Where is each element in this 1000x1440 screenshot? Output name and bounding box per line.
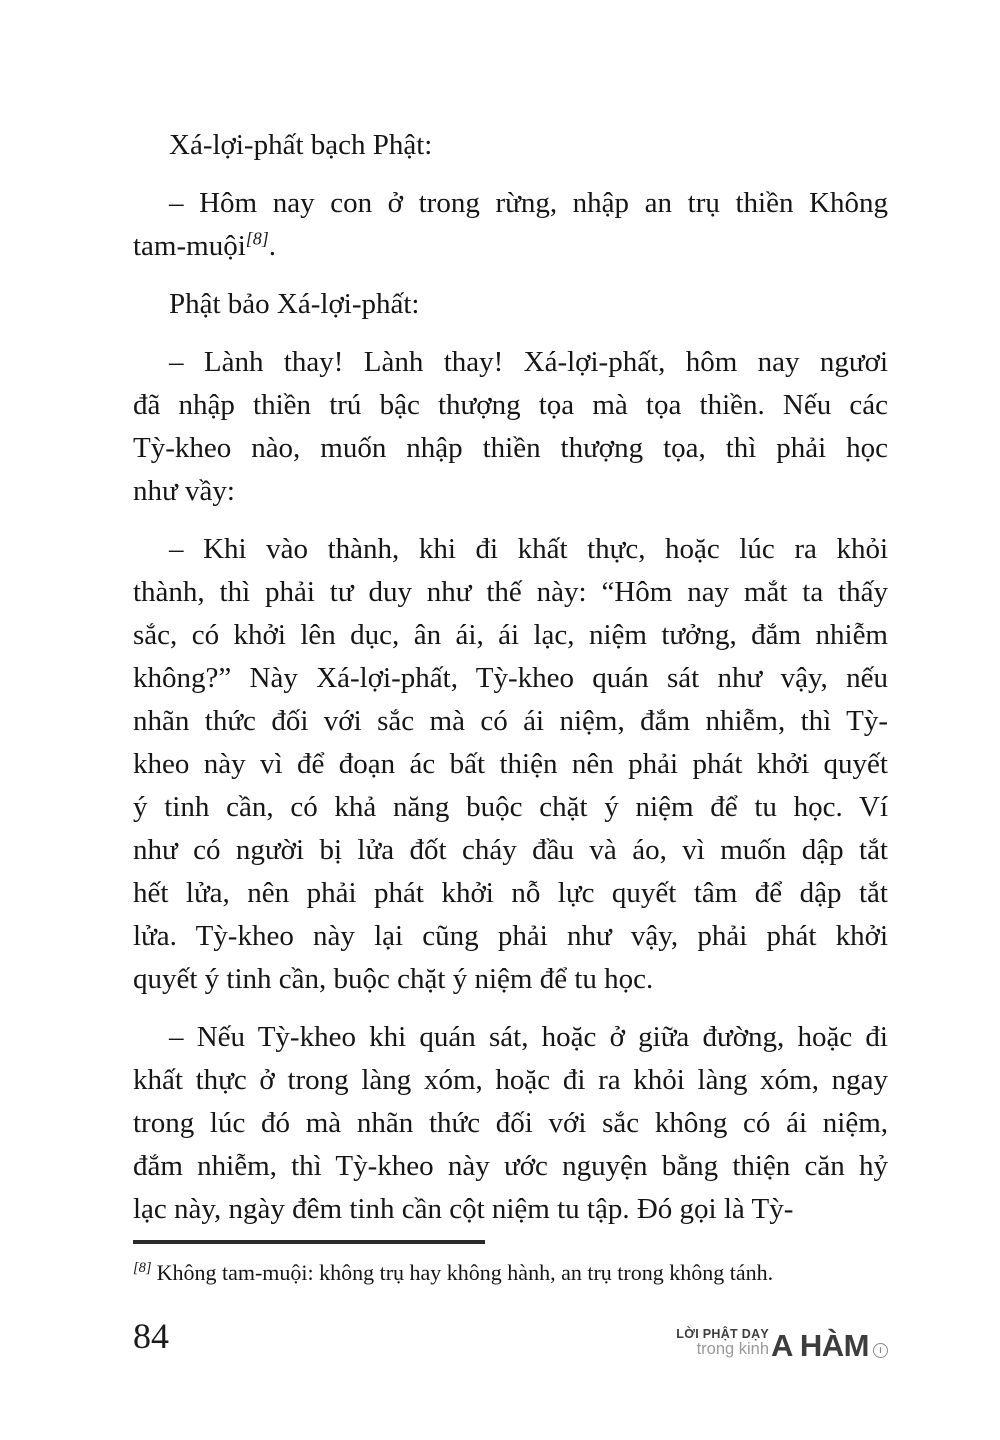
text-line: – Khi vào thành, khi đi khất thực, hoặc lúc ra khỏi bbox=[169, 533, 888, 565]
text-line: đắm nhiễm, thì Tỳ-kheo này ước nguyện bằng thiện căn hỷ bbox=[133, 1150, 888, 1182]
text-line bbox=[133, 225, 888, 268]
paragraph bbox=[133, 283, 888, 326]
text-line: thành, thì phải tư duy như thế này: “Hôm nay mắt ta thấy bbox=[133, 576, 888, 608]
text-line: không?” Này Xá-lợi-phất, Tỳ-kheo quán sát như vậy, nếu bbox=[133, 662, 888, 694]
publisher-logo bbox=[676, 1327, 888, 1363]
footnote-marker: [8] bbox=[133, 1259, 152, 1276]
logo-tagline-bottom: trong kinh bbox=[696, 1340, 770, 1359]
logo-tagline-top: LỜI PHẬT DẠY bbox=[676, 1327, 770, 1341]
text-line: Xá-lợi-phất bạch Phật: bbox=[169, 129, 433, 161]
logo-title: A HÀM bbox=[771, 1327, 869, 1363]
body-text bbox=[133, 124, 888, 1231]
paragraph bbox=[133, 1016, 888, 1231]
text-line: đã nhập thiền trú bậc thượng tọa mà tọa thiền. Nếu các bbox=[133, 389, 888, 421]
text-line: – Nếu Tỳ-kheo khi quán sát, hoặc ở giữa đường, hoặc đi bbox=[169, 1021, 888, 1053]
text-line: hết lửa, nên phải phát khởi nỗ lực quyết tâm để dập tắt bbox=[133, 877, 888, 909]
page-number: 84 bbox=[133, 1316, 169, 1356]
paragraph bbox=[133, 528, 888, 1001]
paragraph bbox=[133, 182, 888, 268]
footnote-text: Không tam-muội: không trụ hay không hành, an trụ trong không tánh. bbox=[156, 1260, 774, 1285]
text-line: lửa. Tỳ-kheo này lại cũng phải như vậy, phải phát khởi bbox=[133, 920, 888, 952]
footnote-reference: [8] bbox=[245, 228, 269, 249]
text-line: Tỳ-kheo nào, muốn nhập thiền thượng tọa, thì phải học bbox=[133, 432, 888, 464]
paragraph bbox=[133, 124, 888, 167]
text-line: trong lúc đó mà nhãn thức đối với sắc không có ái niệm, bbox=[133, 1107, 888, 1139]
footnote-separator bbox=[133, 1240, 485, 1244]
logo-taglines bbox=[676, 1328, 769, 1360]
text-line: ý tinh cần, có khả năng buộc chặt ý niệm để tu học. Ví bbox=[133, 791, 888, 823]
text-segment: . bbox=[268, 230, 276, 262]
text-line: khất thực ở trong làng xóm, hoặc đi ra khỏi làng xóm, ngay bbox=[133, 1064, 888, 1096]
paragraph bbox=[133, 341, 888, 513]
text-line: – Hôm nay con ở trong rừng, nhập an trụ thiền Không bbox=[169, 187, 888, 219]
volume-badge-icon: I bbox=[873, 1343, 888, 1358]
text-line: sắc, có khởi lên dục, ân ái, ái lạc, niệm tưởng, đắm nhiễm bbox=[133, 619, 888, 651]
text-line: quyết ý tinh cần, buộc chặt ý niệm để tu học. bbox=[133, 963, 654, 995]
text-line: – Lành thay! Lành thay! Xá-lợi-phất, hôm nay ngươi bbox=[169, 346, 888, 378]
text-line: kheo này vì để đoạn ác bất thiện nên phải phát khởi quyết bbox=[133, 748, 888, 780]
text-line: như vầy: bbox=[133, 475, 235, 507]
text-line: Phật bảo Xá-lợi-phất: bbox=[169, 288, 420, 320]
text-line: như có người bị lửa đốt cháy đầu và áo, vì muốn dập tắt bbox=[133, 834, 888, 866]
text-line: nhãn thức đối với sắc mà có ái niệm, đắm nhiễm, thì Tỳ- bbox=[133, 705, 888, 737]
footnote bbox=[133, 1258, 893, 1288]
text-line: lạc này, ngày đêm tinh cần cột niệm tu tập. Đó gọi là Tỳ- bbox=[133, 1193, 794, 1225]
text-segment: tam-muội bbox=[133, 230, 246, 262]
